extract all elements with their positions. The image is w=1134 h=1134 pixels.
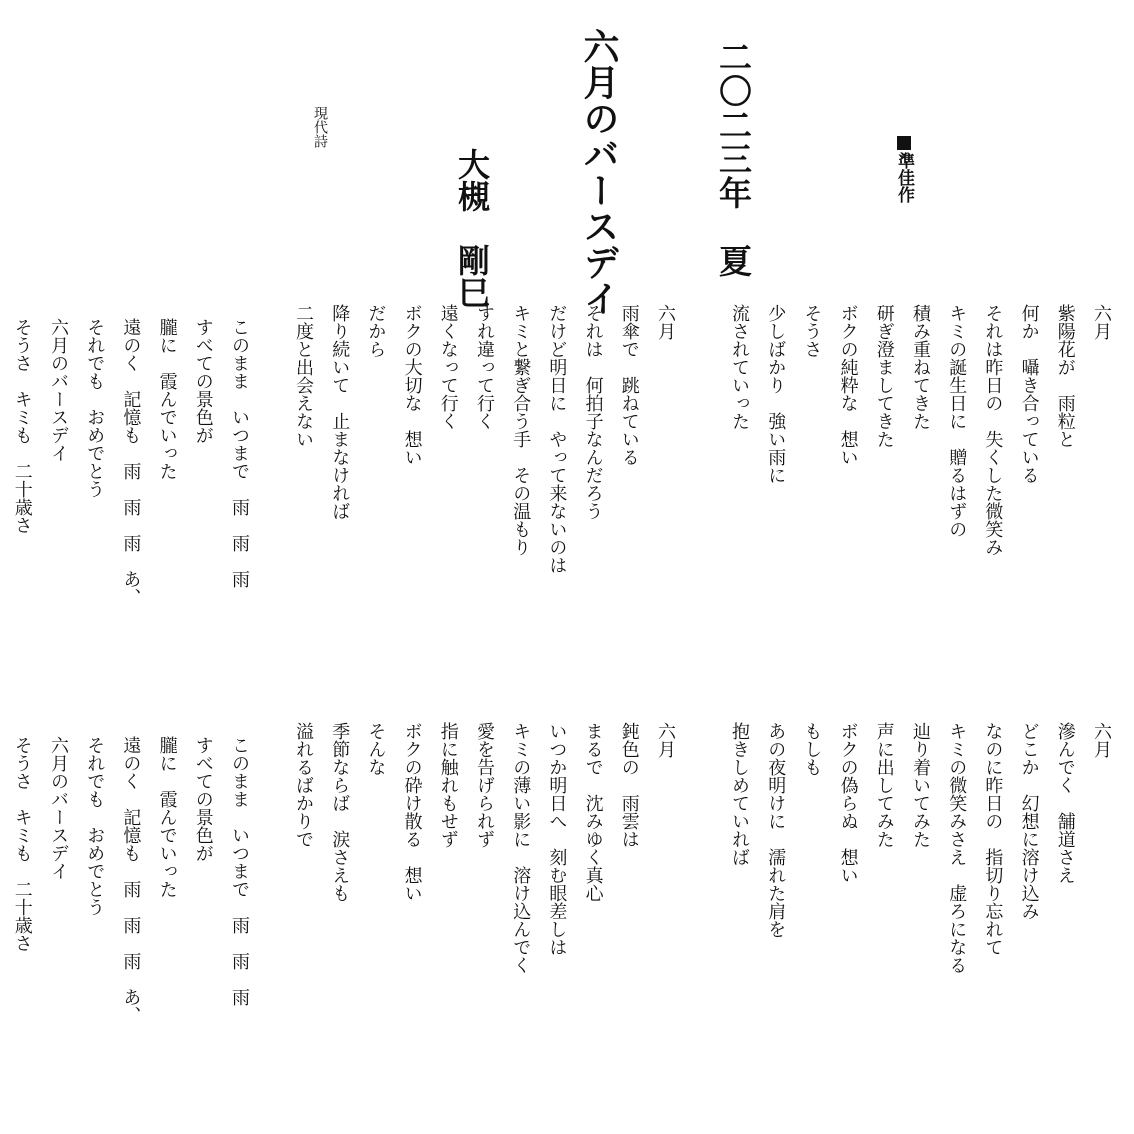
stanza2-line: だけど明日に やって来ないのは	[546, 304, 568, 574]
stanza1-line: 何か 囁き合っている	[1018, 304, 1040, 484]
stanza5-line: 愛を告げられず	[474, 722, 495, 848]
stanza4-line: 抱きしめていれば	[729, 722, 750, 866]
stanza6-line: すべての景色が	[192, 736, 214, 862]
stanza2-line: キミと繋ぎ合う手 その温もり	[510, 304, 532, 556]
poem-title: 六月のバースデイ	[578, 28, 620, 316]
stanza4-line: 滲んでく 舗道さえ	[1054, 722, 1076, 884]
stanza1-line: 少しばかり 強い雨に	[765, 304, 787, 484]
stanza5-line: そんな	[365, 722, 387, 776]
stanza4-line: キミの微笑みさえ 虚ろになる	[946, 722, 968, 974]
stanza5-line: 指に触れもせず	[437, 722, 459, 848]
stanza4-line: ボクの偽らぬ 想い	[837, 722, 859, 884]
stanza1-line: キミの誕生日に 贈るはずの	[946, 304, 968, 538]
author-name: 大槻 剛巳	[453, 148, 491, 308]
award-text: 準佳作	[894, 152, 914, 203]
stanza2-line: 六月	[655, 304, 676, 340]
stanza1-line: 研ぎ澄ましてきた	[873, 304, 895, 448]
stanza6-line: そうさ キミも 二十歳さ	[11, 736, 33, 952]
stanza4-line: 声に出してみた	[873, 722, 895, 848]
stanza5-line: ボクの砕け散る 想い	[401, 722, 423, 902]
stanza6-line: 朧に 霞んでいった	[156, 736, 178, 898]
stanza6-line: 六月のバースデイ	[48, 736, 69, 880]
stanza5-line: キミの薄い影に 溶け込んでく	[510, 722, 532, 974]
stanza3-line: それでも おめでとう	[84, 318, 106, 498]
stanza5-line: 鈍色の 雨雲は	[618, 722, 640, 848]
stanza1-line: 流されていった	[729, 304, 750, 430]
stanza2-line: だから	[365, 304, 387, 358]
stanza1-line: それは昨日の 失くした微笑み	[982, 304, 1004, 556]
stanza2-line: ボクの大切な 想い	[401, 304, 423, 466]
stanza3-line: 六月のバースデイ	[48, 318, 69, 462]
stanza4-line: もしも	[801, 722, 823, 776]
stanza2-line: すれ違って行く	[474, 304, 495, 430]
stanza2-line: 二度と出会えない	[293, 304, 314, 448]
stanza1-line: 積み重ねてきた	[910, 304, 931, 430]
stanza2-line: 遠くなって行く	[437, 304, 459, 430]
stanza4-line: 六月	[1091, 722, 1112, 758]
stanza5-line: まるで 沈みゆく真心	[582, 722, 604, 902]
stanza1-line: そうさ	[801, 304, 823, 358]
date-heading: 二〇二三年 夏	[714, 40, 753, 278]
stanza6-line: それでも おめでとう	[84, 736, 106, 916]
stanza5-line: 季節ならば 涙さえも	[329, 722, 351, 902]
stanza6-line: このまま いつまで 雨 雨 雨	[229, 736, 250, 1006]
square-bullet-icon	[897, 136, 911, 150]
stanza6-line: 遠のく 記憶も 雨 雨 雨 あ、	[120, 736, 142, 1024]
stanza3-line: そうさ キミも 二十歳さ	[11, 318, 33, 534]
stanza4-line: どこか 幻想に溶け込み	[1018, 722, 1040, 920]
award-label	[895, 96, 929, 203]
stanza1-line: 紫陽花が 雨粒と	[1054, 304, 1076, 448]
stanza1-line: ボクの純粋な 想い	[837, 304, 859, 466]
stanza2-line: 降り続いて 止まなければ	[329, 304, 351, 520]
stanza3-line: このまま いつまで 雨 雨 雨	[229, 318, 250, 588]
stanza5-line: 溢れるばかりで	[293, 722, 314, 848]
stanza4-line: あの夜明けに 濡れた肩を	[765, 722, 787, 938]
stanza2-line: それは 何拍子なんだろう	[582, 304, 604, 520]
stanza4-line: 辿り着いてみた	[910, 722, 931, 848]
stanza5-line: 六月	[655, 722, 676, 758]
stanza5-line: いつか明日へ 刻む眼差しは	[546, 722, 568, 956]
stanza1-line: 六月	[1091, 304, 1112, 340]
stanza3-line: 朧に 霞んでいった	[156, 318, 178, 480]
stanza3-line: すべての景色が	[192, 318, 214, 444]
stanza4-line: なのに昨日の 指切り忘れて	[982, 722, 1004, 956]
stanza3-line: 遠のく 記憶も 雨 雨 雨 あ、	[120, 318, 142, 606]
stanza2-line: 雨傘で 跳ねている	[618, 304, 640, 466]
genre-label: 現代詩	[312, 106, 328, 148]
